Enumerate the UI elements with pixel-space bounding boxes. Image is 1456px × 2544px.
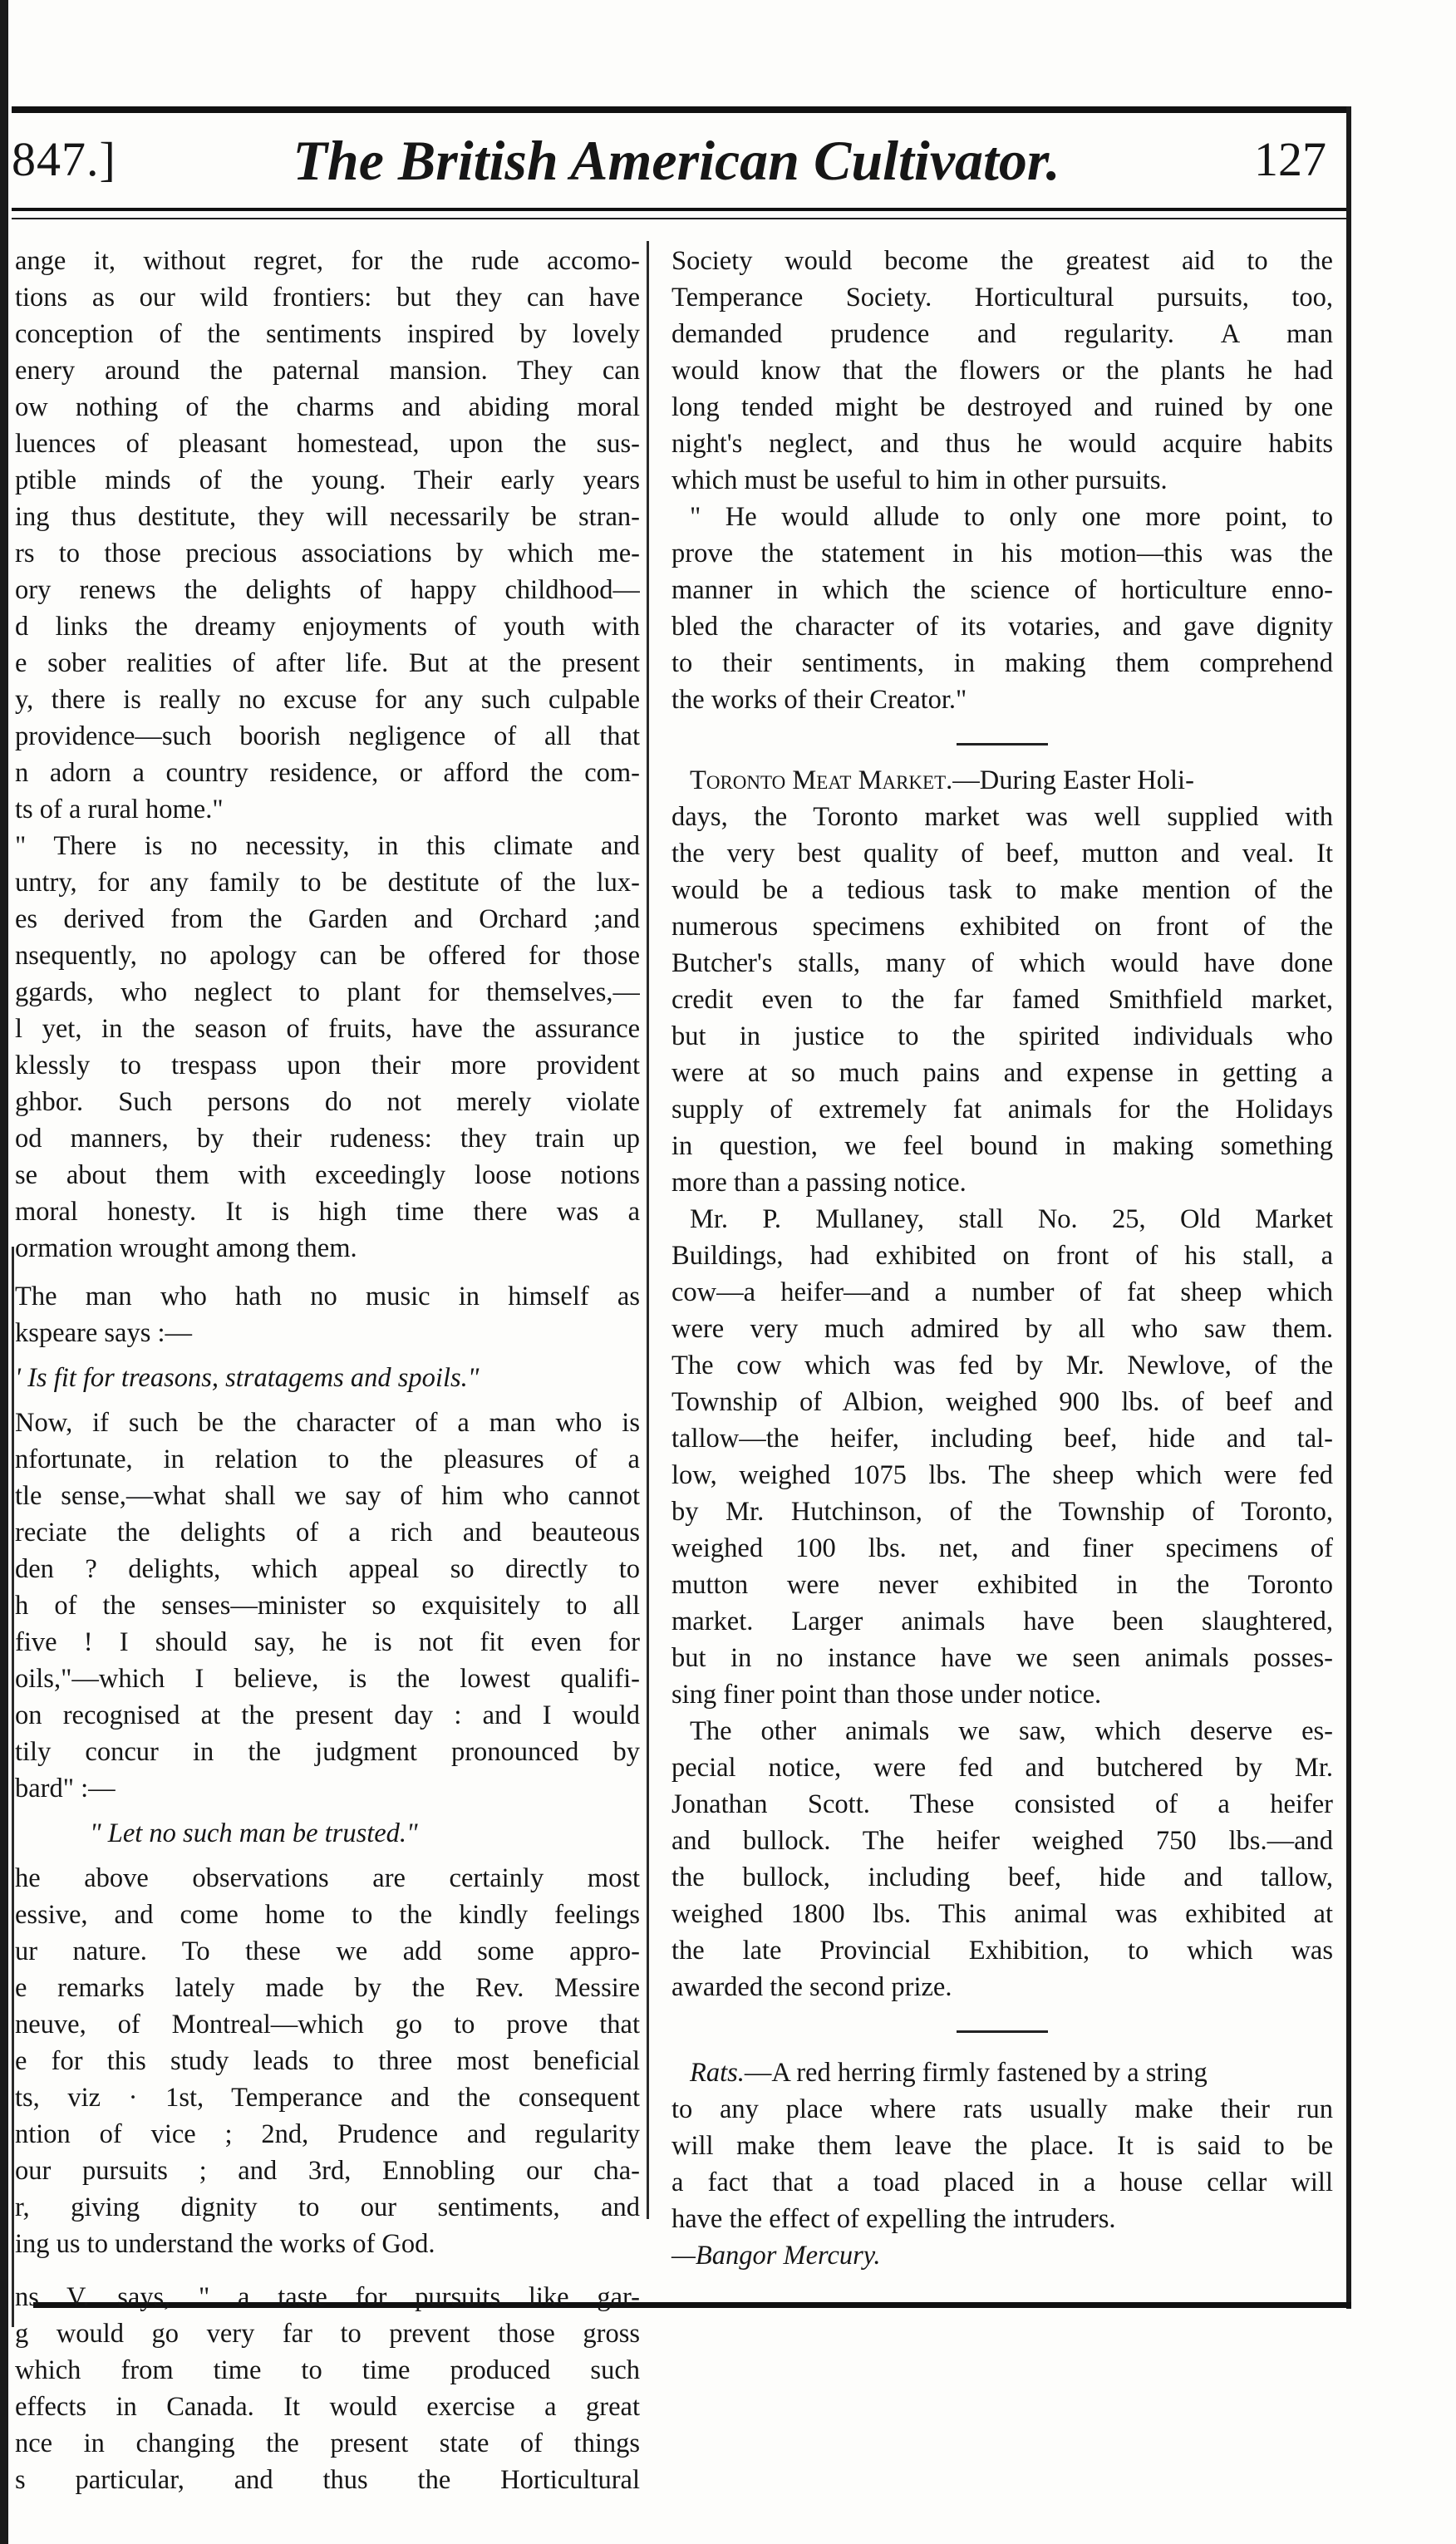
text-line: enery around the paternal mansion. They can: [15, 356, 640, 386]
text-line: ormation wrought among them.: [15, 1233, 357, 1263]
text-line: moral honesty. It is high time there was a: [15, 1197, 640, 1227]
text-line: ts, viz · 1st, Temperance and the consequent: [15, 2083, 640, 2113]
text-line: Temperance Society. Horticultural pursuits, too,: [671, 283, 1333, 312]
text-line: in question, we feel bound in making something: [671, 1131, 1333, 1161]
text-line: conception of the sentiments inspired by lovely: [15, 319, 640, 349]
text-line: r, giving dignity to our sentiments, and: [15, 2192, 640, 2222]
text-line: but in justice to the spirited individuals who: [671, 1021, 1333, 1051]
header-rule-thick: [12, 208, 1346, 211]
text-line: se about them with exceedingly loose notions: [15, 1160, 640, 1190]
text-line: a fact that a toad placed in a house cellar will: [671, 2168, 1333, 2197]
text-line: five ! I should say, he is not fit even for: [15, 1627, 640, 1657]
text-line: night's neglect, and thus he would acquire habits: [671, 429, 1333, 459]
text-line: Mr. P. Mullaney, stall No. 25, Old Market: [690, 1204, 1333, 1234]
text-line: g would go very far to prevent those gross: [15, 2319, 640, 2349]
journal-title: The British American Cultivator.: [293, 129, 1060, 192]
text-line: nsequently, no apology can be offered for those: [15, 941, 640, 971]
text-line: ghbor. Such persons do not merely violate: [15, 1087, 640, 1117]
article-heading: Toronto Meat Market.: [690, 765, 953, 795]
right-column: [671, 243, 1333, 2274]
text-line: tily concur in the judgment pronounced by: [15, 1737, 640, 1767]
text-line: weighed 1800 lbs. This animal was exhibited at: [671, 1899, 1333, 1929]
text-line: awarded the second prize.: [671, 1972, 952, 2002]
text-line: es derived from the Garden and Orchard ;and: [15, 904, 640, 934]
text-line: the very best quality of beef, mutton and veal. It: [671, 839, 1333, 869]
text-line: od manners, by their rudeness: they train up: [15, 1124, 640, 1154]
text-line: which from time to time produced such: [15, 2355, 640, 2385]
text-line: e for this study leads to three most beneficial: [15, 2046, 640, 2076]
text-line: the bullock, including beef, hide and tallow,: [671, 1862, 1333, 1892]
text-line: credit even to the far famed Smithfield market,: [671, 985, 1333, 1015]
text-line: The cow which was fed by Mr. Newlove, of the: [671, 1351, 1333, 1380]
text-line: oils,"—which I believe, is the lowest qualifi-: [15, 1664, 640, 1694]
text-line: will make them leave the place. It is said to be: [671, 2131, 1333, 2161]
text-line: bard" :—: [15, 1774, 116, 1803]
text-line: prove the statement in his motion—this was the: [671, 539, 1333, 568]
quotation-line: " Let no such man be trusted.": [90, 1818, 418, 1848]
right-border-rule: [1346, 106, 1351, 2309]
text-line: effects in Canada. It would exercise a great: [15, 2392, 640, 2422]
text-line: demanded prudence and regularity. A man: [671, 319, 1333, 349]
text-line: ow nothing of the charms and abiding moral: [15, 392, 640, 422]
text-line: have the effect of expelling the intruders.: [671, 2204, 1116, 2234]
left-column: [15, 243, 640, 2498]
article-first-line: [671, 2054, 1333, 2091]
text-line: pecial notice, were fed and butchered by Mr.: [671, 1753, 1333, 1783]
text-line: l yet, in the season of fruits, have the assurance: [15, 1014, 640, 1044]
text-line: " He would allude to only one more point, to: [690, 502, 1333, 532]
text-line: long tended might be destroyed and ruined by one: [671, 392, 1333, 422]
article-first-line: [671, 762, 1333, 799]
text-line: —A red herring firmly fastened by a string: [744, 2058, 1208, 2088]
text-line: on recognised at the present day : and I would: [15, 1700, 640, 1730]
text-line: which must be useful to him in other pursuits.: [671, 465, 1168, 495]
book-spine-edge: [0, 0, 8, 2544]
text-line: were at so much pains and expense in getting a: [671, 1058, 1333, 1088]
text-line: Butcher's stalls, many of which would have done: [671, 948, 1333, 978]
text-line: tallow—the heifer, including beef, hide and tal-: [671, 1424, 1333, 1454]
text-line: The man who hath no music in himself as: [15, 1282, 640, 1311]
text-line: ur nature. To these we add some appro-: [15, 1936, 640, 1966]
text-line: h of the senses—minister so exquisitely to all: [15, 1591, 640, 1621]
page-number: 127: [1254, 132, 1326, 186]
text-line: our pursuits ; and 3rd, Ennobling our cha-: [15, 2156, 640, 2186]
column-divider: [647, 241, 649, 2219]
text-line: more than a passing notice.: [671, 1168, 967, 1198]
text-line: y, there is really no excuse for any such culpable: [15, 685, 640, 715]
text-line: rs to those precious associations by which me-: [15, 539, 640, 568]
text-line: the works of their Creator.": [671, 685, 967, 715]
text-line: weighed 100 lbs. net, and finer specimens of: [671, 1533, 1333, 1563]
text-line: he above observations are certainly most: [15, 1863, 640, 1893]
text-line: kspeare says :—: [15, 1318, 192, 1348]
text-line: ggards, who neglect to plant for themselves,—: [15, 977, 640, 1007]
text-line: ntion of vice ; 2nd, Prudence and regularity: [15, 2119, 640, 2149]
running-header: [12, 116, 1341, 204]
text-line: d links the dreamy enjoyments of youth with: [15, 612, 640, 642]
text-line: Society would become the greatest aid to the: [671, 246, 1333, 276]
text-line: untry, for any family to be destitute of the lux-: [15, 868, 640, 898]
text-line: s particular, and thus the Horticultural: [15, 2465, 640, 2495]
text-line: the late Provincial Exhibition, to which was: [671, 1936, 1333, 1966]
text-line: mutton were never exhibited in the Toronto: [671, 1570, 1333, 1600]
text-line: market. Larger animals have been slaughtered,: [671, 1607, 1333, 1636]
text-line: supply of extremely fat animals for the Holidays: [671, 1095, 1333, 1124]
text-line: would know that the flowers or the plants he had: [671, 356, 1333, 386]
text-line: klessly to trespass upon their more provident: [15, 1051, 640, 1080]
text-line: ptible minds of the young. Their early years: [15, 465, 640, 495]
text-line: but in no instance have we seen animals posses-: [671, 1643, 1333, 1673]
text-line: ts of a rural home.": [15, 795, 224, 824]
text-line: were very much admired by all who saw them.: [671, 1314, 1333, 1344]
quotation-line: ' Is fit for treasons, stratagems and spoils.": [15, 1363, 480, 1393]
text-line: to their sentiments, in making them comprehend: [671, 648, 1333, 678]
text-line: The other animals we saw, which deserve es-: [690, 1716, 1333, 1746]
text-line: Jonathan Scott. These consisted of a heifer: [671, 1789, 1333, 1819]
text-line: numerous specimens exhibited on front of the: [671, 912, 1333, 942]
text-line: and bullock. The heifer weighed 750 lbs.—and: [671, 1826, 1333, 1856]
top-border-rule: [12, 106, 1351, 113]
text-line: luences of pleasant homestead, upon the sus-: [15, 429, 640, 459]
text-line: sing finer point than those under notice.: [671, 1680, 1102, 1710]
text-line: —During Easter Holi-: [952, 765, 1194, 795]
text-line: ns V. says, " a taste for pursuits like gar-: [15, 2282, 640, 2312]
text-line: manner in which the science of horticulture enno-: [671, 575, 1333, 605]
text-line: cow—a heifer—and a number of fat sheep which: [671, 1277, 1333, 1307]
text-line: ing us to understand the works of God.: [15, 2229, 435, 2259]
text-line: tions as our wild frontiers: but they can have: [15, 283, 640, 312]
text-line: reciate the delights of a rich and beauteous: [15, 1518, 640, 1548]
text-line: tle sense,—what shall we say of him who cannot: [15, 1481, 640, 1511]
text-line: ing thus destitute, they will necessarily be stran-: [15, 502, 640, 532]
article-heading: Rats.: [690, 2058, 745, 2088]
text-line: essive, and come home to the kindly feelings: [15, 1900, 640, 1930]
text-line: low, weighed 1075 lbs. The sheep which were fed: [671, 1460, 1333, 1490]
text-line: providence—such boorish negligence of all that: [15, 721, 640, 751]
text-line: nfortunate, in relation to the pleasures of a: [15, 1444, 640, 1474]
header-year: 847.]: [12, 132, 116, 186]
text-line: e remarks lately made by the Rev. Messire: [15, 1973, 640, 2003]
text-line: " There is no necessity, in this climate and: [15, 831, 640, 861]
text-line: days, the Toronto market was well supplied with: [671, 802, 1333, 832]
text-line: Township of Albion, weighed 900 lbs. of beef and: [671, 1387, 1333, 1417]
text-line: ange it, without regret, for the rude accomo-: [15, 246, 640, 276]
text-line: Buildings, had exhibited on front of his stall, a: [671, 1241, 1333, 1271]
header-rule-thin: [12, 218, 1346, 219]
text-line: nce in changing the present state of things: [15, 2428, 640, 2458]
text-line: n adorn a country residence, or afford the com-: [15, 758, 640, 788]
text-line: bled the character of its votaries, and gave dignity: [671, 612, 1333, 642]
text-line: neuve, of Montreal—which go to prove that: [15, 2010, 640, 2040]
text-line: to any place where rats usually make their run: [671, 2094, 1333, 2124]
text-line: Now, if such be the character of a man who is: [15, 1408, 640, 1438]
page-edge-line: [12, 1247, 14, 2327]
source-attribution: —Bangor Mercury.: [671, 2241, 881, 2271]
text-line: by Mr. Hutchinson, of the Township of Toronto,: [671, 1497, 1333, 1527]
text-line: would be a tedious task to make mention of the: [671, 875, 1333, 905]
text-line: den ? delights, which appeal so directly to: [15, 1554, 640, 1584]
text-line: e sober realities of after life. But at the present: [15, 648, 640, 678]
text-line: ory renews the delights of happy childhood—: [15, 575, 640, 605]
